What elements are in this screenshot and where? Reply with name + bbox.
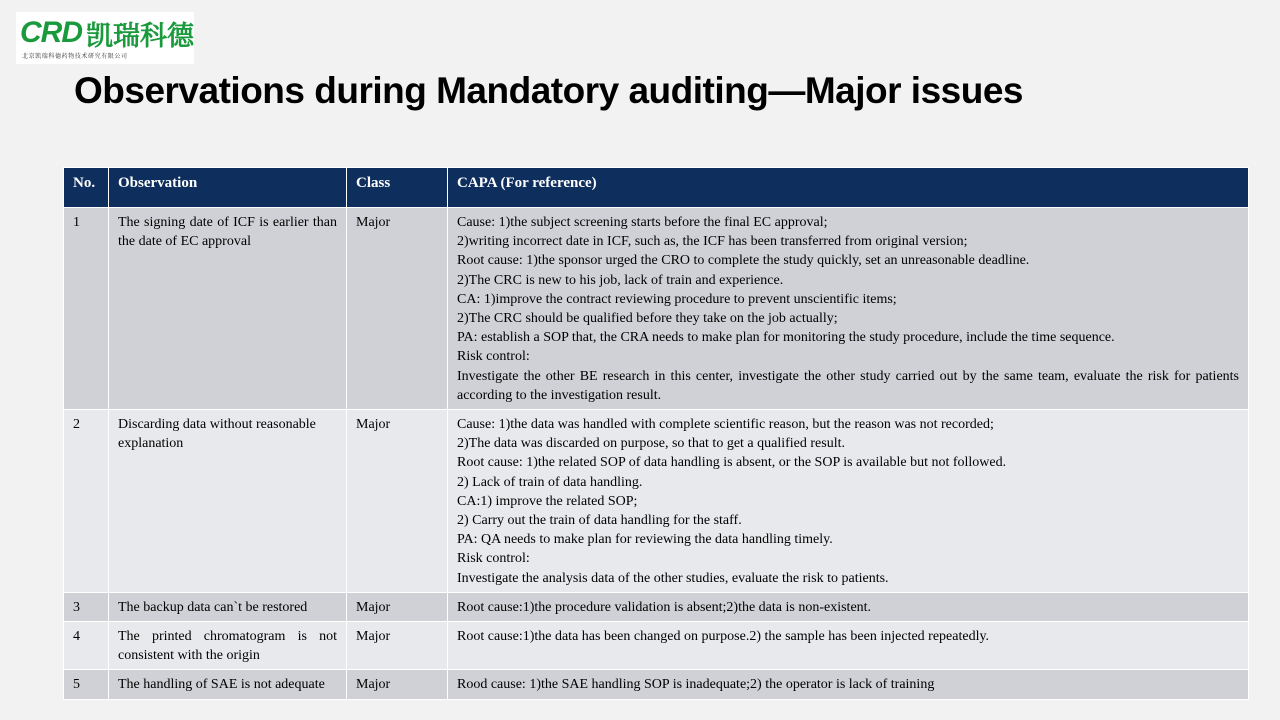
cell-capa <box>448 592 1249 621</box>
cell-no: 4 <box>64 622 109 670</box>
cell-no: 2 <box>64 410 109 593</box>
cell-observation: The backup data can`t be restored <box>109 592 347 621</box>
logo-brand-cn: 凯瑞科德 <box>86 20 194 52</box>
table-header-row <box>64 168 1249 208</box>
cell-capa <box>448 670 1249 699</box>
capa-line: Risk control: <box>457 349 530 365</box>
slide-title: Observations during Mandatory auditing—Major issues <box>74 70 1023 111</box>
capa-line: CA: 1)improve the contract reviewing procedure to prevent unscientific items; <box>457 291 897 307</box>
logo-subtitle: 北京凯瑞科德药物技术研究有限公司 <box>22 53 128 60</box>
capa-line: Cause: 1)the subject screening starts before the final EC approval; <box>457 215 828 230</box>
cell-observation: The handling of SAE is not adequate <box>109 670 347 699</box>
capa-line: Root cause:1)the procedure validation is absent;2)the data is non-existent. <box>457 599 872 615</box>
cell-capa <box>448 410 1249 593</box>
capa-line: Rood cause: 1)the SAE handling SOP is inadequate;2) the operator is lack of training <box>457 677 935 693</box>
capa-line: 2) Carry out the train of data handling for the staff. <box>457 513 742 529</box>
cell-capa <box>448 208 1249 410</box>
cell-class: Major <box>347 670 448 699</box>
logo-brand-latin: CRD <box>20 16 82 49</box>
table-row <box>64 592 1249 621</box>
capa-line: Risk control: <box>457 551 530 567</box>
observations-table <box>63 167 1249 700</box>
capa-line: 2) Lack of train of data handling. <box>457 474 643 490</box>
cell-class: Major <box>347 208 448 410</box>
company-logo <box>16 12 194 64</box>
cell-observation: The printed chromatogram is not consistent with the origin <box>109 622 347 670</box>
cell-class: Major <box>347 592 448 621</box>
capa-line: 2)The CRC is new to his job, lack of train and experience. <box>457 272 784 288</box>
logo-wordmark <box>20 16 194 50</box>
table-row <box>64 410 1249 593</box>
table-row <box>64 208 1249 410</box>
cell-class: Major <box>347 410 448 593</box>
capa-line: 2)writing incorrect date in ICF, such as, the ICF has been transferred from original version; <box>457 234 968 250</box>
cell-capa <box>448 622 1249 670</box>
capa-line: Investigate the analysis data of the other studies, evaluate the risk to patients. <box>457 570 889 586</box>
cell-observation: The signing date of ICF is earlier than the date of EC approval <box>109 208 347 410</box>
capa-line: Cause: 1)the data was handled with complete scientific reason, but the reason was not recorded; <box>457 417 994 433</box>
capa-line: Root cause:1)the data has been changed on purpose.2) the sample has been injected repeatedly. <box>457 629 990 645</box>
capa-line: 2)The data was discarded on purpose, so that to get a qualified result. <box>457 436 845 452</box>
cell-no: 3 <box>64 592 109 621</box>
capa-line: Investigate the other BE research in this center, investigate the other study carried out by the same team, evaluate the risk for patients according to the investigation result. <box>457 368 1239 403</box>
capa-line: PA: establish a SOP that, the CRA needs to make plan for monitoring the study procedure, include the time sequence. <box>457 330 1115 346</box>
header-observation: Observation <box>109 168 347 208</box>
capa-line: 2)The CRC should be qualified before they take on the job actually; <box>457 311 838 327</box>
capa-line: CA:1) improve the related SOP; <box>457 493 638 509</box>
cell-observation: Discarding data without reasonable explanation <box>109 410 347 593</box>
header-class: Class <box>347 168 448 208</box>
capa-line: Root cause: 1)the related SOP of data handling is absent, or the SOP is available but not followed. <box>457 455 1007 471</box>
table-row <box>64 622 1249 670</box>
capa-line: PA: QA needs to make plan for reviewing the data handling timely. <box>457 532 833 548</box>
cell-no: 5 <box>64 670 109 699</box>
cell-class: Major <box>347 622 448 670</box>
header-capa: CAPA (For reference) <box>448 168 1249 208</box>
header-no: No. <box>64 168 109 208</box>
table-row <box>64 670 1249 699</box>
cell-no: 1 <box>64 208 109 410</box>
capa-line: Root cause: 1)the sponsor urged the CRO to complete the study quickly, set an unreasonable deadline. <box>457 253 1030 269</box>
